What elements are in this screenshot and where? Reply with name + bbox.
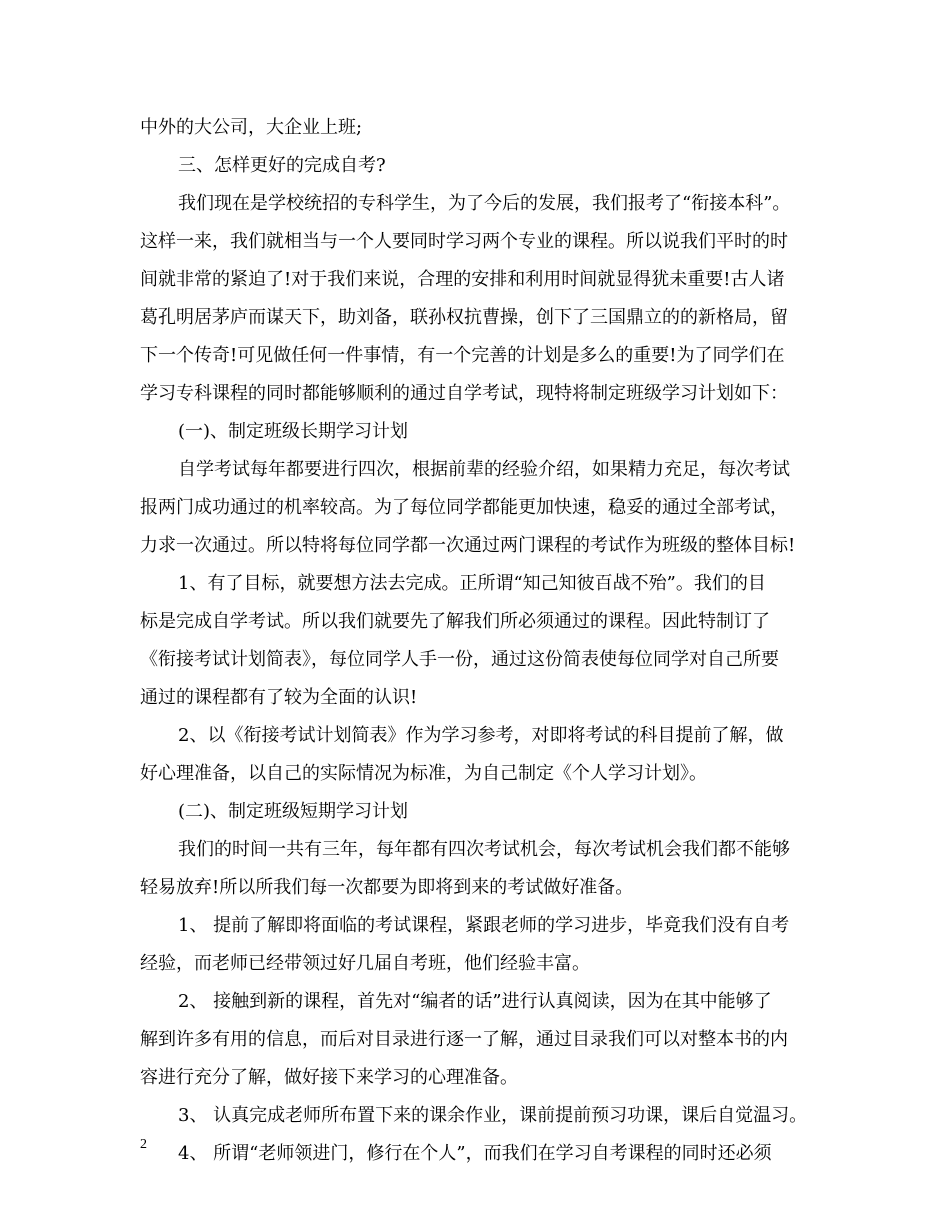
text-line: 经验，而老师已经带领过好几届自考班，他们经验丰富。 [140,953,590,974]
text-line: 轻易放弃!所以所我们每一次都要为即将到来的考试做好准备。 [140,877,634,898]
text-line: 1、有了目标，就要想方法去完成。正所谓“知己知彼百战不殆”。我们的目 [178,573,766,594]
text-line: 间就非常的紧迫了!对于我们来说，合理的安排和利用时间就显得犹未重要!古人诸 [140,269,785,290]
text-line: 报两门成功通过的机率较高。为了每位同学都能更加快速，稳妥的通过全部考试， [140,497,788,518]
text-line: 容进行充分了解，做好接下来学习的心理准备。 [140,1067,518,1088]
text-line: 中外的大公司，大企业上班; [140,117,363,138]
text-line: 好心理准备，以自己的实际情况为标准，为自己制定《个人学习计划》。 [140,763,707,784]
text-line: 葛孔明居茅庐而谋天下，助刘备，联孙权抗曹操，创下了三国鼎立的的新格局，留 [140,307,788,328]
text-line: 4、 所谓“老师领进门，修行在个人”，而我们在学习自考课程的同时还必须 [178,1143,772,1164]
text-line: 力求一次通过。所以特将每位同学都一次通过两门课程的考试作为班级的整体目标! [140,535,796,556]
subsection-heading: (一)、制定班级长期学习计划 [178,421,409,442]
text-line: 这样一来，我们就相当与一个人要同时学习两个专业的课程。所以说我们平时的时 [140,231,788,252]
text-line: 3、 认真完成老师所布置下来的课余作业，课前提前预习功课，课后自觉温习。 [178,1105,808,1126]
subsection-heading: (二)、制定班级短期学习计划 [178,801,409,822]
text-line: 我们的时间一共有三年，每年都有四次考试机会，每次考试机会我们都不能够 [178,839,790,860]
text-line: 我们现在是学校统招的专科学生，为了今后的发展，我们报考了“衔接本科”。 [178,193,791,214]
text-line: 1、 提前了解即将面临的考试课程，紧跟老师的学习进步，毕竟我们没有自考 [178,915,790,936]
text-line: 标是完成自学考试。所以我们就要先了解我们所必须通过的课程。因此特制订了 [140,611,770,632]
text-line: 下一个传奇!可见做任何一件事情，有一个完善的计划是多么的重要!为了同学们在 [140,345,785,366]
page-number: 2 [140,1137,147,1152]
text-line: 学习专科课程的同时都能够顺利的通过自学考试，现特将制定班级学习计划如下： [140,383,788,404]
text-line: 自学考试每年都要进行四次，根据前辈的经验介绍，如果精力充足，每次考试 [178,459,790,480]
text-line: 2、 接触到新的课程，首先对“编者的话”进行认真阅读，因为在其中能够了 [178,991,772,1012]
text-line: 通过的课程都有了较为全面的认识! [140,687,418,708]
text-line: 解到许多有用的信息，而后对目录进行逐一了解，通过目录我们可以对整本书的内 [140,1029,788,1050]
section-heading: 三、怎样更好的完成自考? [178,155,386,176]
text-line: 2、以《衔接考试计划简表》作为学习参考，对即将考试的科目提前了解，做 [178,725,784,746]
text-line: 《衔接考试计划简表》，每位同学人手一份，通过这份简表使每位同学对自己所要 [140,649,779,670]
